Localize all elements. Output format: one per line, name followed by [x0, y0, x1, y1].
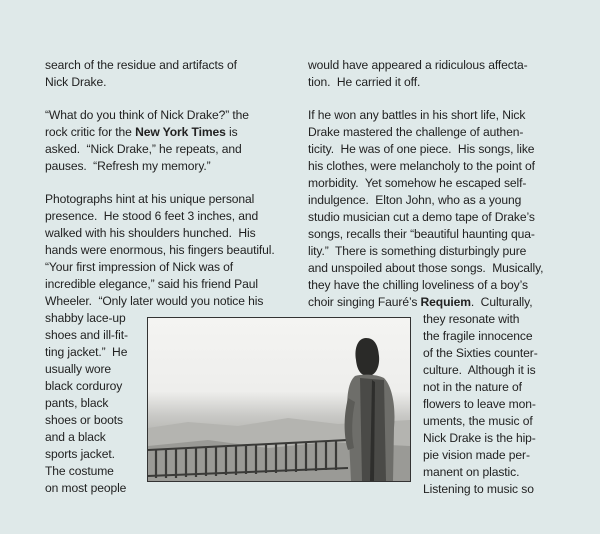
text-line: shoes and ill-fit-: [45, 328, 128, 342]
text-line: The costume: [45, 464, 114, 478]
text-line: search of the residue and artifacts of: [45, 58, 237, 72]
text-line: and a black: [45, 430, 106, 444]
text-line: they resonate with: [423, 312, 520, 326]
text-line: the fragile innocence: [423, 329, 533, 343]
text-line: on most people: [45, 481, 127, 495]
text-line: hands were enormous, his fingers beautiful.: [45, 243, 275, 257]
text-line: lity.” There is something disturbingly pure: [308, 244, 527, 258]
text-line: culture. Although it is: [423, 363, 536, 377]
text-line: If he won any battles in his short life, Nick: [308, 108, 526, 122]
text-line: indulgence. Elton John, who as a young: [308, 193, 522, 207]
text-line: Nick Drake.: [45, 75, 107, 89]
text-line: would have appeared a ridiculous affecta-: [308, 58, 528, 72]
text-line: and unspoiled about those songs. Musically,: [308, 261, 544, 275]
text-line: his clothes, were melancholy to the point of: [308, 159, 535, 173]
text-line: morbidity. Yet somehow he escaped self-: [308, 176, 527, 190]
text-line: manent on plastic.: [423, 465, 520, 479]
text-line: choir singing Fauré’s Requiem. Culturally,: [308, 295, 533, 309]
work-title: Requiem: [420, 295, 471, 309]
text-line: black corduroy: [45, 379, 123, 393]
photograph-art: [148, 318, 410, 481]
text-line: Wheeler. “Only later would you notice his: [45, 294, 264, 308]
text-line: walked with his shoulders hunched. His: [45, 226, 256, 240]
text-line: incredible elegance,” said his friend Paul: [45, 277, 258, 291]
text-line: songs, recalls their “beautiful haunting qua-: [308, 227, 535, 241]
text-line: “Your first impression of Nick was of: [45, 260, 234, 274]
text-line: usually wore: [45, 362, 112, 376]
text-line: studio musician cut a demo tape of Drake’s: [308, 210, 535, 224]
text-line: of the Sixties counter-: [423, 346, 538, 360]
text-line: pauses. “Refresh my memory.”: [45, 159, 211, 173]
text-line: ticity. He was of one piece. His songs, like: [308, 142, 535, 156]
text-line: rock critic for the New York Times is: [45, 125, 238, 139]
photograph: [147, 317, 411, 482]
text-line: asked. “Nick Drake,” he repeats, and: [45, 142, 242, 156]
text-line: tion. He carried it off.: [308, 75, 421, 89]
text-line: presence. He stood 6 feet 3 inches, and: [45, 209, 259, 223]
text-line: shoes or boots: [45, 413, 123, 427]
text-line: pants, black: [45, 396, 109, 410]
text-line: “What do you think of Nick Drake?” the: [45, 108, 249, 122]
text-line: shabby lace-up: [45, 311, 126, 325]
text-line: sports jacket.: [45, 447, 115, 461]
text-line: Nick Drake is the hip-: [423, 431, 536, 445]
text-line: ting jacket.” He: [45, 345, 128, 359]
text-line: pie vision made per-: [423, 448, 530, 462]
publication-name: New York Times: [135, 125, 226, 139]
text-line: uments, the music of: [423, 414, 533, 428]
text-line: Photographs hint at his unique personal: [45, 192, 255, 206]
text-line: flowers to leave mon-: [423, 397, 536, 411]
text-line: they have the chilling loveliness of a boy’s: [308, 278, 528, 292]
text-line: Listening to music so: [423, 482, 534, 496]
text-line: not in the nature of: [423, 380, 522, 394]
text-line: Drake mastered the challenge of authen-: [308, 125, 524, 139]
